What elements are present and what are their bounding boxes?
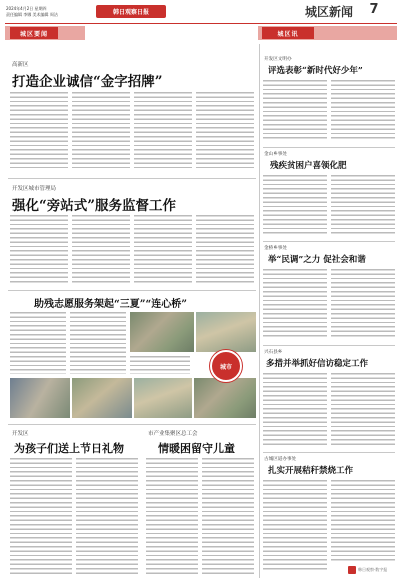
story5-headline: 情暖困留守儿童: [158, 442, 235, 455]
page-number: 7: [369, 2, 379, 17]
right-s5-headline: 扎实开展秸秆禁烧工作: [268, 466, 354, 476]
story5-kicker: 市产业集聚区总工会: [148, 431, 198, 437]
story2-body-col2: [72, 215, 130, 285]
right-banner-label: 城区讯: [277, 30, 299, 38]
right-s4-body-col1: [263, 373, 327, 445]
right-s5-body-col1: [263, 480, 327, 572]
story2-body-col1: [10, 215, 68, 285]
right-s2-kicker: 金山乡事处: [264, 152, 287, 157]
right-s1-body-col1: [263, 80, 327, 140]
story2-body-col3: [134, 215, 192, 285]
story3-photo-3: [10, 378, 70, 418]
story3-photo-4: [72, 378, 132, 418]
story2-kicker: 开发区城市管理局: [12, 186, 57, 192]
right-s1-body-col2: [331, 80, 395, 140]
story3-caption: [130, 356, 190, 374]
right-s5-body-col2: [331, 480, 395, 562]
story4-headline: 为孩子们送上节日礼物: [14, 442, 124, 455]
right-divider-4: [263, 452, 395, 453]
story1-headline: 打造企业诚信“金字招牌”: [12, 74, 163, 90]
divider-2: [8, 290, 256, 291]
story1-body-col1: [10, 92, 68, 170]
story3-photo-1: [130, 312, 194, 352]
right-banner: [262, 27, 314, 39]
right-s5-kicker: 古城区道办事处: [264, 457, 297, 462]
right-s3-body-col2: [331, 269, 395, 339]
story3-photo-5: [134, 378, 192, 418]
story1-body-col4: [196, 92, 254, 170]
right-divider-2: [263, 241, 395, 242]
story2-body-col4: [196, 215, 254, 285]
left-banner-label: 城区要闻: [19, 30, 48, 38]
watermark-icon: [348, 566, 356, 574]
right-s2-body-col2: [331, 175, 395, 235]
right-divider-3: [263, 345, 395, 346]
watermark-label: 韩日观察·数字报: [358, 567, 388, 572]
story3-body-col2: [70, 312, 126, 374]
column-separator: [259, 44, 260, 578]
right-s1-headline: 评选表彰“新时代好少年”: [268, 66, 363, 76]
story1-body-col3: [134, 92, 192, 170]
city-stamp-label: 城市: [219, 363, 232, 371]
divider-1: [8, 178, 256, 179]
watermark: [348, 566, 387, 574]
story1-kicker: 高新区: [12, 62, 29, 68]
right-s3-kicker: 金桥乡事处: [264, 246, 287, 251]
right-s4-body-col2: [331, 373, 395, 445]
right-s4-kicker: 兴石县乡: [264, 350, 283, 355]
story5-body-col2: [202, 458, 254, 576]
story3-photo-6: [194, 378, 256, 418]
story4-body-col1: [10, 458, 72, 576]
left-banner: [10, 27, 58, 39]
story3-body-col1: [10, 312, 66, 374]
story1-body-col2: [72, 92, 130, 170]
editor-credits: 责任编辑 李娜 美术编辑 周洁: [6, 12, 58, 17]
divider-3: [8, 424, 256, 425]
right-divider-1: [263, 147, 395, 148]
city-stamp: [210, 350, 242, 382]
right-s3-body-col1: [263, 269, 327, 339]
right-s2-body-col1: [263, 175, 327, 235]
header-rule: [5, 23, 397, 24]
right-s3-headline: 举“民调”之力 促社会和谐: [268, 255, 366, 265]
paper-logo: [96, 5, 166, 18]
right-s1-kicker: 开发区文明办: [264, 57, 292, 62]
issue-date: 2024年4月2日 星期四: [6, 6, 47, 11]
story4-body-col2: [76, 458, 138, 576]
story3-headline: 助残志愿服务架起“三夏”“连心桥”: [34, 299, 188, 310]
story4-kicker: 开发区: [12, 431, 29, 437]
story2-headline: 强化“旁站式”服务监督工作: [12, 198, 177, 214]
story3-photo-2: [196, 312, 256, 352]
right-s2-headline: 残疾贫困户喜领化肥: [270, 161, 347, 171]
right-s4-headline: 多措并举抓好信访稳定工作: [266, 359, 369, 369]
paper-name: 韩日观察日报: [112, 9, 149, 16]
story5-body-col1: [146, 458, 198, 576]
section-title: 城区新闻: [305, 5, 354, 19]
